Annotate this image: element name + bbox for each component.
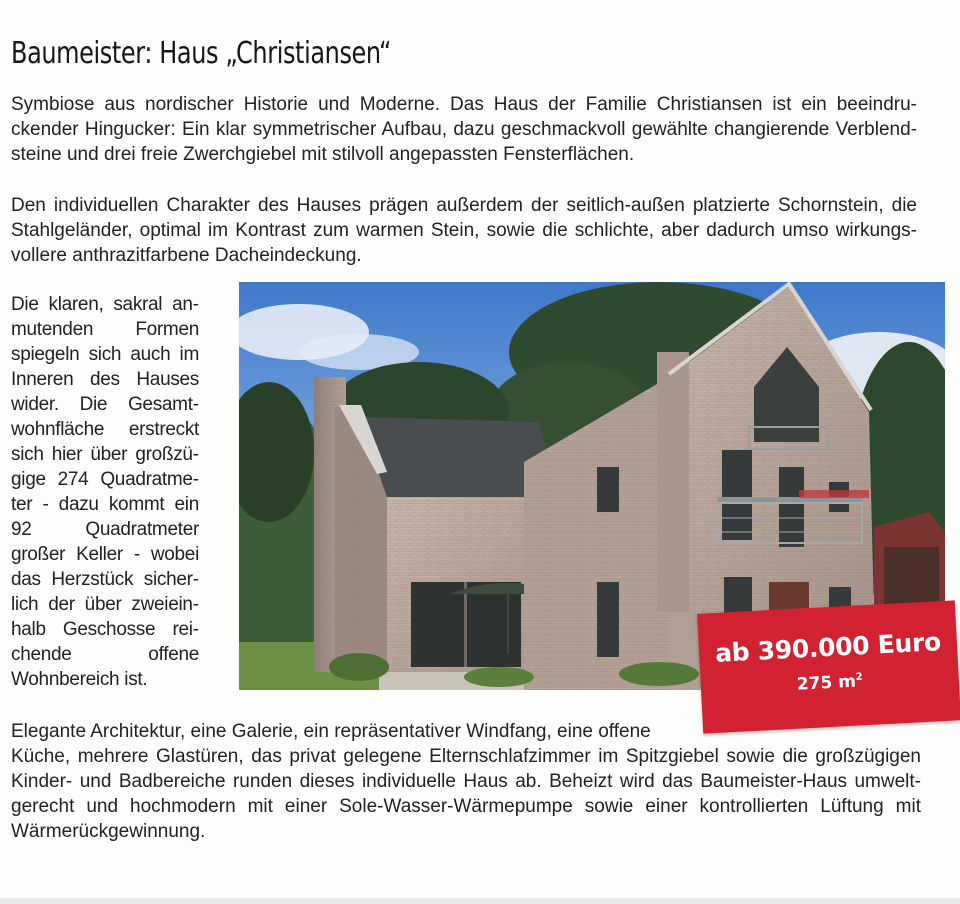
article-title: Baumeister: Haus „Christiansen“: [11, 36, 392, 71]
paragraph-features: [11, 719, 921, 844]
paragraph-features-line1: Elegante Architektur, eine Galerie, ein repräsentativer Windfang, eine offene: [11, 721, 651, 742]
paragraph-features-rest: Küche, mehrere Glastüren, das privat gelegene Elternschlafzimmer im Spitzgiebel sowie die großzügigen Kinder- und Badbereiche runden dieses individuelle Haus ab. Beheizt wird das Baumeister-Haus umweltgerecht und hochmodern mit einer Sole-Wasser-Wärmepumpe sowie einer kontrollierten Lüftung mit Wärmerückgewinnung.: [11, 746, 921, 842]
price-badge: [697, 600, 960, 733]
paragraph-intro: Symbiose aus nordischer Historie und Moderne. Das Haus der Familie Christiansen ist ein beeindruckender Hingucker: Ein klar symmetrischer Aufbau, dazu geschmackvoll gewählte changierende Verblendsteine und drei freie Zwerchgiebel mit stilvoll angepassten Fensterflächen.: [11, 94, 917, 165]
price-label: ab 390.000 Euro: [714, 627, 942, 668]
living-area-unit-sup: 2: [855, 671, 863, 683]
paragraph-interior: Die klaren, sakral anmutenden Formen spiegeln sich auch im Inneren des Hauses wider. Die Gesamtwohnfläche erstreckt sich hier über großzügige 274 Quadratmeter - dazu kommt ein 92 Quadratmeter großer Keller - wobei das Herzstück sicherlich der über zweieinhalb Geschosse reichende offene Wohnbereich ist.: [11, 294, 199, 690]
paragraph-character: Den individuellen Charakter des Hauses prägen außerdem der seitlich-außen platzierte Schornstein, die Stahlgeländer, optimal im Kontrast zum warmen Stein, sowie die schlichte, aber dadurch umso wirkungsvollere anthrazitfarbene Dacheindeckung.: [11, 195, 917, 266]
living-area-label: [700, 666, 959, 699]
living-area-value: 275 m: [796, 671, 857, 695]
page-bottom-edge: [0, 898, 960, 904]
